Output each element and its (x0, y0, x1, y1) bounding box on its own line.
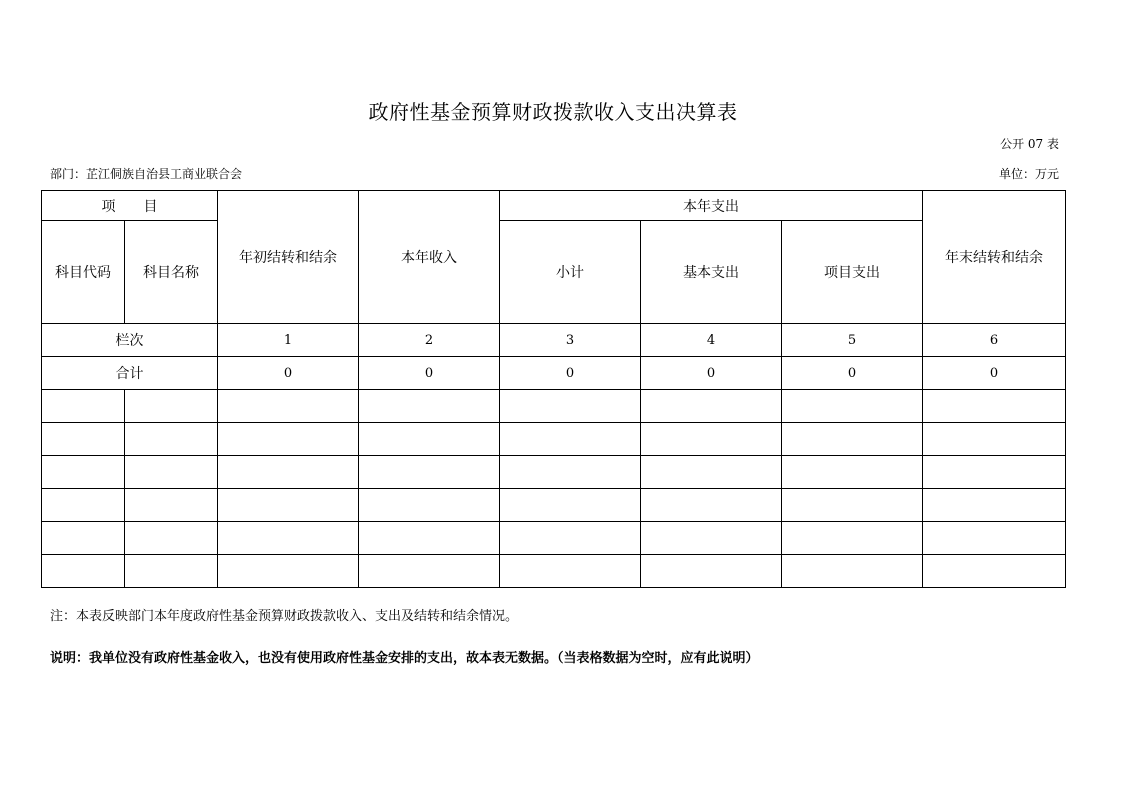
column-number-cell: 6 (923, 324, 1066, 357)
header-begin-balance: 年初结转和结余 (218, 191, 359, 324)
column-number-cell: 3 (500, 324, 641, 357)
column-number-label: 栏次 (42, 324, 218, 357)
total-cell: 0 (359, 357, 500, 390)
header-subtotal: 小计 (500, 221, 641, 324)
form-number: 公开 07 表 (1000, 137, 1059, 151)
header-basic: 基本支出 (641, 221, 782, 324)
total-cell: 0 (641, 357, 782, 390)
header-name: 科目名称 (125, 221, 218, 324)
table-row (42, 522, 1066, 555)
total-label: 合计 (42, 357, 218, 390)
table-row (42, 423, 1066, 456)
table-note: 注：本表反映部门本年度政府性基金预算财政拨款收入、支出及结转和结余情况。 (50, 609, 519, 624)
table-row (42, 489, 1066, 522)
header-end-balance: 年末结转和结余 (923, 191, 1066, 324)
table-row (42, 390, 1066, 423)
total-cell: 0 (218, 357, 359, 390)
department-label: 部门：芷江侗族自治县工商业联合会 (50, 167, 243, 181)
table-row (42, 456, 1066, 489)
column-number-row (42, 324, 1066, 357)
header-code: 科目代码 (42, 221, 125, 324)
fund-budget-table (41, 190, 1066, 588)
header-income: 本年收入 (359, 191, 500, 324)
total-row (42, 357, 1066, 390)
explanation-text: 说明：我单位没有政府性基金收入，也没有使用政府性基金安排的支出，故本表无数据。（当表格数据为空时，应有此说明） (50, 651, 759, 666)
header-project: 项目支出 (782, 221, 923, 324)
column-number-cell: 4 (641, 324, 782, 357)
total-cell: 0 (500, 357, 641, 390)
total-cell: 0 (923, 357, 1066, 390)
page-title: 政府性基金预算财政拨款收入支出决算表 (368, 100, 738, 124)
header-item: 项 目 (42, 191, 218, 221)
total-cell: 0 (782, 357, 923, 390)
column-number-cell: 2 (359, 324, 500, 357)
unit-label: 单位：万元 (998, 167, 1059, 181)
column-number-cell: 5 (782, 324, 923, 357)
table-row (42, 555, 1066, 588)
header-expense-group: 本年支出 (500, 191, 923, 221)
column-number-cell: 1 (218, 324, 359, 357)
